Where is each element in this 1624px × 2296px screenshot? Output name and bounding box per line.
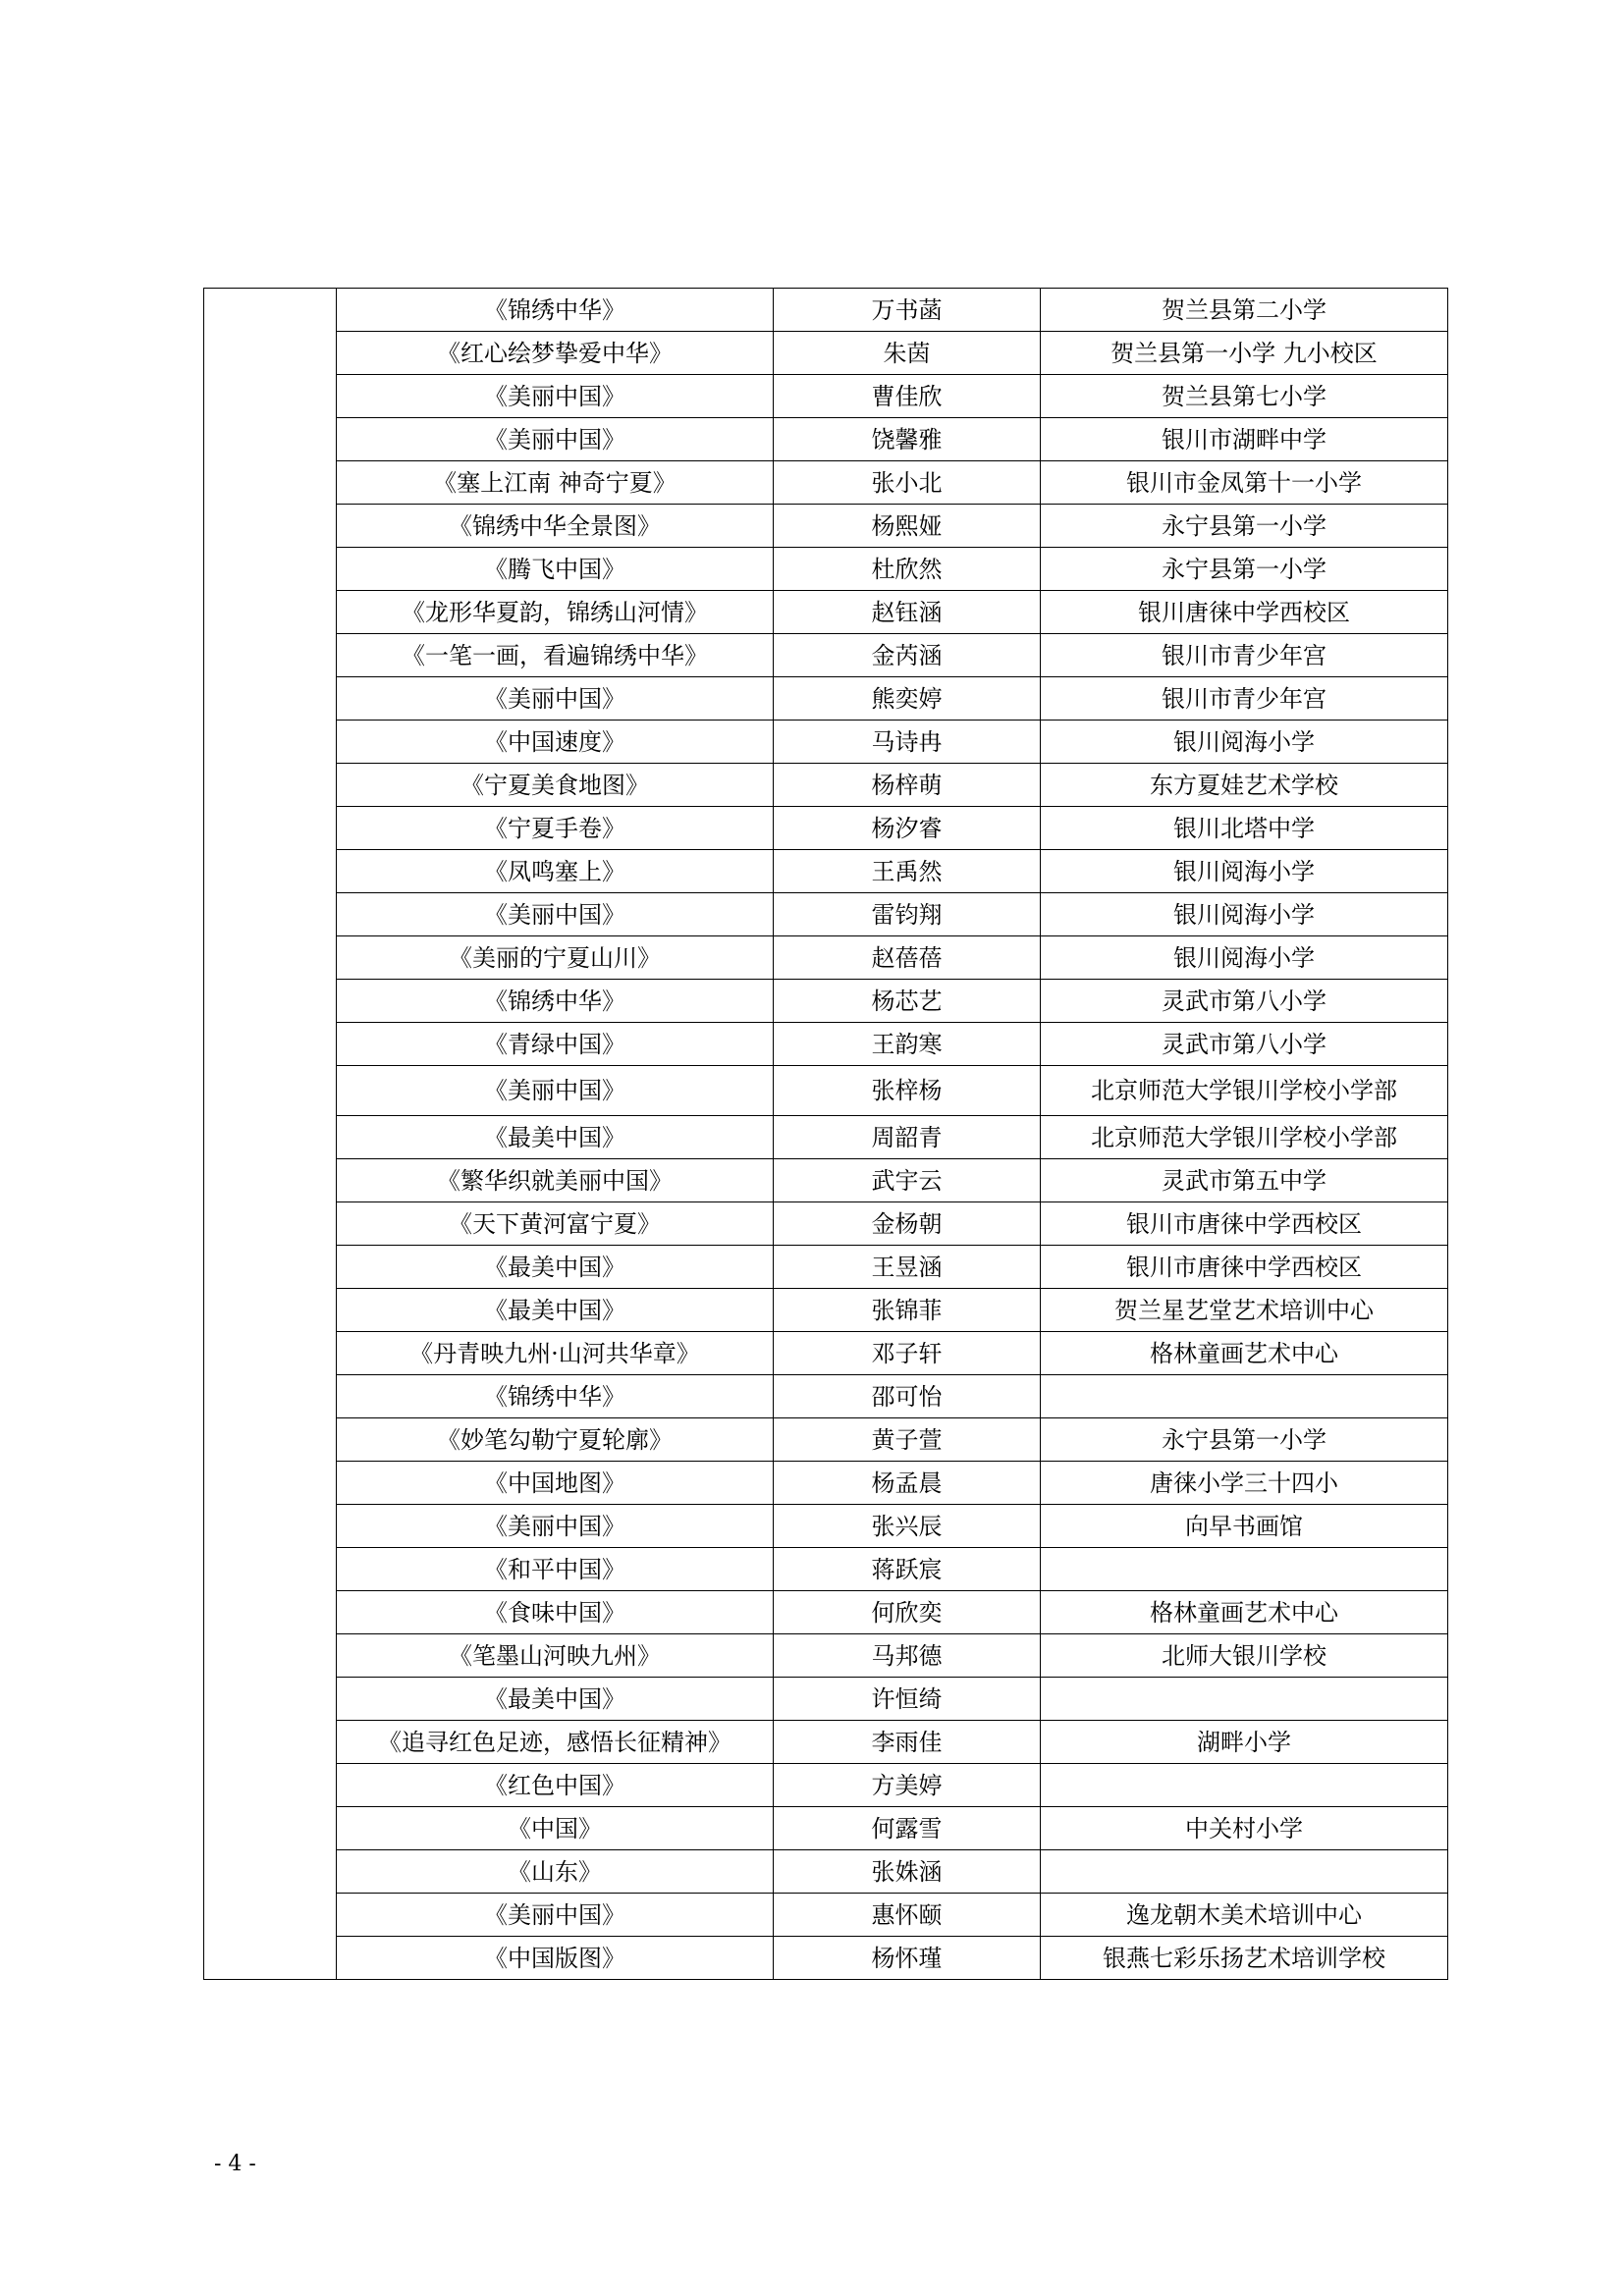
school-cell: 格林童画艺术中心 bbox=[1041, 1332, 1448, 1375]
school-cell: 永宁县第一小学 bbox=[1041, 505, 1448, 548]
award-table bbox=[203, 288, 1448, 1980]
author-name-cell: 杨孟晨 bbox=[774, 1462, 1041, 1505]
table-row bbox=[204, 677, 1448, 721]
table-row bbox=[204, 1246, 1448, 1289]
author-name-cell: 王韵寒 bbox=[774, 1023, 1041, 1066]
work-title-cell: 《美丽中国》 bbox=[337, 677, 774, 721]
table-row bbox=[204, 289, 1448, 332]
school-cell: 贺兰县第二小学 bbox=[1041, 289, 1448, 332]
author-name-cell: 赵钰涵 bbox=[774, 591, 1041, 634]
table-row bbox=[204, 1023, 1448, 1066]
work-title-cell: 《塞上江南 神奇宁夏》 bbox=[337, 461, 774, 505]
award-table-body bbox=[204, 289, 1448, 1980]
author-name-cell: 雷钧翔 bbox=[774, 893, 1041, 936]
school-cell: 唐徕小学三十四小 bbox=[1041, 1462, 1448, 1505]
work-title-cell: 《锦绣中华》 bbox=[337, 1375, 774, 1418]
work-title-cell: 《中国地图》 bbox=[337, 1462, 774, 1505]
table-row bbox=[204, 591, 1448, 634]
school-cell: 灵武市第五中学 bbox=[1041, 1159, 1448, 1202]
author-name-cell: 杜欣然 bbox=[774, 548, 1041, 591]
school-cell: 中关村小学 bbox=[1041, 1807, 1448, 1850]
work-title-cell: 《美丽的宁夏山川》 bbox=[337, 936, 774, 980]
work-title-cell: 《中国》 bbox=[337, 1807, 774, 1850]
school-cell: 贺兰县第一小学 九小校区 bbox=[1041, 332, 1448, 375]
work-title-cell: 《美丽中国》 bbox=[337, 1894, 774, 1937]
work-title-cell: 《妙笔勾勒宁夏轮廓》 bbox=[337, 1418, 774, 1462]
author-name-cell: 张锦菲 bbox=[774, 1289, 1041, 1332]
school-cell: 银燕七彩乐扬艺术培训学校 bbox=[1041, 1937, 1448, 1980]
work-title-cell: 《笔墨山河映九州》 bbox=[337, 1634, 774, 1678]
page-number: - 4 - bbox=[214, 2152, 256, 2176]
school-cell bbox=[1041, 1375, 1448, 1418]
work-title-cell: 《最美中国》 bbox=[337, 1678, 774, 1721]
work-title-cell: 《美丽中国》 bbox=[337, 1066, 774, 1116]
school-cell: 银川市唐徕中学西校区 bbox=[1041, 1202, 1448, 1246]
author-name-cell: 李雨佳 bbox=[774, 1721, 1041, 1764]
school-cell bbox=[1041, 1678, 1448, 1721]
author-name-cell: 杨汐睿 bbox=[774, 807, 1041, 850]
work-title-cell: 《繁华织就美丽中国》 bbox=[337, 1159, 774, 1202]
school-cell: 向早书画馆 bbox=[1041, 1505, 1448, 1548]
table-row bbox=[204, 1807, 1448, 1850]
school-cell: 北师大银川学校 bbox=[1041, 1634, 1448, 1678]
table-row bbox=[204, 461, 1448, 505]
work-title-cell: 《食味中国》 bbox=[337, 1591, 774, 1634]
table-row bbox=[204, 1289, 1448, 1332]
author-name-cell: 张姝涵 bbox=[774, 1850, 1041, 1894]
school-cell: 银川市青少年宫 bbox=[1041, 677, 1448, 721]
table-row bbox=[204, 418, 1448, 461]
table-row bbox=[204, 1505, 1448, 1548]
table-row bbox=[204, 1159, 1448, 1202]
author-name-cell: 张梓杨 bbox=[774, 1066, 1041, 1116]
work-title-cell: 《一笔一画，看遍锦绣中华》 bbox=[337, 634, 774, 677]
work-title-cell: 《锦绣中华》 bbox=[337, 980, 774, 1023]
work-title-cell: 《中国版图》 bbox=[337, 1937, 774, 1980]
table-row bbox=[204, 548, 1448, 591]
table-row bbox=[204, 375, 1448, 418]
author-name-cell: 金杨朝 bbox=[774, 1202, 1041, 1246]
author-name-cell: 马诗冉 bbox=[774, 721, 1041, 764]
table-row bbox=[204, 850, 1448, 893]
school-cell: 银川唐徕中学西校区 bbox=[1041, 591, 1448, 634]
table-row bbox=[204, 1894, 1448, 1937]
author-name-cell: 熊奕婷 bbox=[774, 677, 1041, 721]
work-title-cell: 《青绿中国》 bbox=[337, 1023, 774, 1066]
author-name-cell: 蒋跃宸 bbox=[774, 1548, 1041, 1591]
table-row bbox=[204, 1332, 1448, 1375]
table-row bbox=[204, 1462, 1448, 1505]
school-cell: 东方夏娃艺术学校 bbox=[1041, 764, 1448, 807]
author-name-cell: 曹佳欣 bbox=[774, 375, 1041, 418]
author-name-cell: 朱茵 bbox=[774, 332, 1041, 375]
author-name-cell: 许恒绮 bbox=[774, 1678, 1041, 1721]
work-title-cell: 《追寻红色足迹，感悟长征精神》 bbox=[337, 1721, 774, 1764]
work-title-cell: 《天下黄河富宁夏》 bbox=[337, 1202, 774, 1246]
author-name-cell: 杨梓萌 bbox=[774, 764, 1041, 807]
author-name-cell: 马邦德 bbox=[774, 1634, 1041, 1678]
school-cell: 银川北塔中学 bbox=[1041, 807, 1448, 850]
school-cell: 银川市湖畔中学 bbox=[1041, 418, 1448, 461]
table-row bbox=[204, 634, 1448, 677]
table-row bbox=[204, 893, 1448, 936]
work-title-cell: 《龙形华夏韵，锦绣山河情》 bbox=[337, 591, 774, 634]
work-title-cell: 《腾飞中国》 bbox=[337, 548, 774, 591]
table-row bbox=[204, 1591, 1448, 1634]
school-cell: 格林童画艺术中心 bbox=[1041, 1591, 1448, 1634]
work-title-cell: 《宁夏美食地图》 bbox=[337, 764, 774, 807]
school-cell: 永宁县第一小学 bbox=[1041, 1418, 1448, 1462]
work-title-cell: 《美丽中国》 bbox=[337, 1505, 774, 1548]
table-row bbox=[204, 1066, 1448, 1116]
school-cell: 灵武市第八小学 bbox=[1041, 1023, 1448, 1066]
table-row bbox=[204, 505, 1448, 548]
school-cell bbox=[1041, 1764, 1448, 1807]
table-row bbox=[204, 936, 1448, 980]
work-title-cell: 《和平中国》 bbox=[337, 1548, 774, 1591]
author-name-cell: 何欣奕 bbox=[774, 1591, 1041, 1634]
table-row bbox=[204, 1937, 1448, 1980]
author-name-cell: 邓子轩 bbox=[774, 1332, 1041, 1375]
school-cell: 北京师范大学银川学校小学部 bbox=[1041, 1116, 1448, 1159]
work-title-cell: 《山东》 bbox=[337, 1850, 774, 1894]
author-name-cell: 邵可怡 bbox=[774, 1375, 1041, 1418]
author-name-cell: 王禹然 bbox=[774, 850, 1041, 893]
author-name-cell: 万书菡 bbox=[774, 289, 1041, 332]
work-title-cell: 《凤鸣塞上》 bbox=[337, 850, 774, 893]
school-cell: 永宁县第一小学 bbox=[1041, 548, 1448, 591]
table-row bbox=[204, 1548, 1448, 1591]
school-cell: 灵武市第八小学 bbox=[1041, 980, 1448, 1023]
work-title-cell: 《红色中国》 bbox=[337, 1764, 774, 1807]
table-row bbox=[204, 1764, 1448, 1807]
work-title-cell: 《美丽中国》 bbox=[337, 893, 774, 936]
table-row bbox=[204, 807, 1448, 850]
work-title-cell: 《锦绣中华全景图》 bbox=[337, 505, 774, 548]
school-cell: 贺兰星艺堂艺术培训中心 bbox=[1041, 1289, 1448, 1332]
award-category-cell bbox=[204, 289, 337, 1980]
school-cell: 银川市金凤第十一小学 bbox=[1041, 461, 1448, 505]
author-name-cell: 王昱涵 bbox=[774, 1246, 1041, 1289]
author-name-cell: 武宇云 bbox=[774, 1159, 1041, 1202]
work-title-cell: 《最美中国》 bbox=[337, 1246, 774, 1289]
table-row bbox=[204, 721, 1448, 764]
table-row bbox=[204, 764, 1448, 807]
author-name-cell: 周韶青 bbox=[774, 1116, 1041, 1159]
school-cell: 湖畔小学 bbox=[1041, 1721, 1448, 1764]
school-cell: 银川市青少年宫 bbox=[1041, 634, 1448, 677]
work-title-cell: 《中国速度》 bbox=[337, 721, 774, 764]
school-cell: 银川阅海小学 bbox=[1041, 721, 1448, 764]
table-row bbox=[204, 1375, 1448, 1418]
work-title-cell: 《丹青映九州·山河共华章》 bbox=[337, 1332, 774, 1375]
school-cell: 银川阅海小学 bbox=[1041, 936, 1448, 980]
work-title-cell: 《红心绘梦挚爱中华》 bbox=[337, 332, 774, 375]
school-cell bbox=[1041, 1850, 1448, 1894]
author-name-cell: 何露雪 bbox=[774, 1807, 1041, 1850]
author-name-cell: 黄子萱 bbox=[774, 1418, 1041, 1462]
author-name-cell: 赵蓓蓓 bbox=[774, 936, 1041, 980]
table-row bbox=[204, 1634, 1448, 1678]
table-row bbox=[204, 980, 1448, 1023]
author-name-cell: 杨怀瑾 bbox=[774, 1937, 1041, 1980]
table-row bbox=[204, 332, 1448, 375]
school-cell bbox=[1041, 1548, 1448, 1591]
work-title-cell: 《最美中国》 bbox=[337, 1289, 774, 1332]
school-cell: 银川阅海小学 bbox=[1041, 850, 1448, 893]
work-title-cell: 《锦绣中华》 bbox=[337, 289, 774, 332]
author-name-cell: 杨芯艺 bbox=[774, 980, 1041, 1023]
work-title-cell: 《美丽中国》 bbox=[337, 375, 774, 418]
school-cell: 北京师范大学银川学校小学部 bbox=[1041, 1066, 1448, 1116]
table-row bbox=[204, 1678, 1448, 1721]
author-name-cell: 杨熙娅 bbox=[774, 505, 1041, 548]
author-name-cell: 惠怀颐 bbox=[774, 1894, 1041, 1937]
table-row bbox=[204, 1418, 1448, 1462]
school-cell: 银川阅海小学 bbox=[1041, 893, 1448, 936]
author-name-cell: 金芮涵 bbox=[774, 634, 1041, 677]
table-row bbox=[204, 1202, 1448, 1246]
author-name-cell: 张小北 bbox=[774, 461, 1041, 505]
table-row bbox=[204, 1721, 1448, 1764]
author-name-cell: 方美婷 bbox=[774, 1764, 1041, 1807]
author-name-cell: 饶馨雅 bbox=[774, 418, 1041, 461]
school-cell: 贺兰县第七小学 bbox=[1041, 375, 1448, 418]
work-title-cell: 《美丽中国》 bbox=[337, 418, 774, 461]
work-title-cell: 《宁夏手卷》 bbox=[337, 807, 774, 850]
work-title-cell: 《最美中国》 bbox=[337, 1116, 774, 1159]
table-row bbox=[204, 1850, 1448, 1894]
author-name-cell: 张兴辰 bbox=[774, 1505, 1041, 1548]
school-cell: 逸龙朝木美术培训中心 bbox=[1041, 1894, 1448, 1937]
table-row bbox=[204, 1116, 1448, 1159]
school-cell: 银川市唐徕中学西校区 bbox=[1041, 1246, 1448, 1289]
